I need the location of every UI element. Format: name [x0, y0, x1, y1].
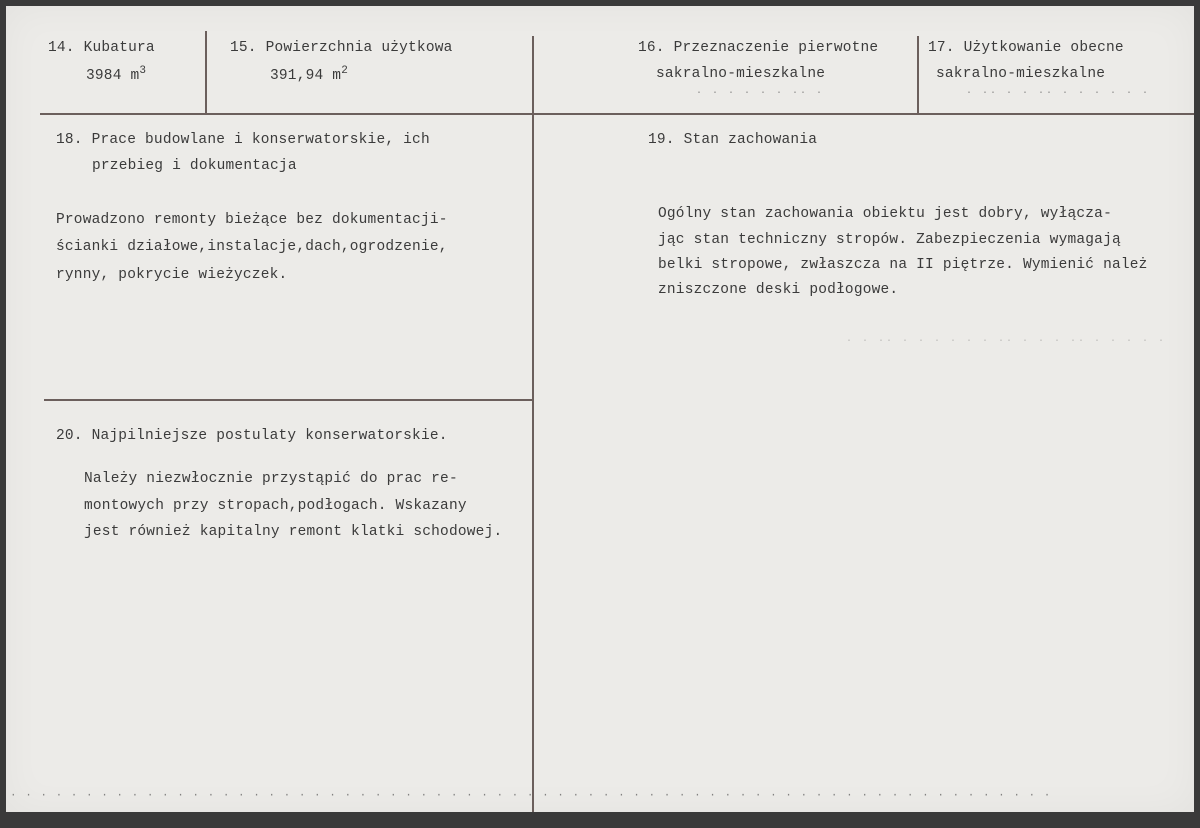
field-18-label-line-2: przebieg i dokumentacja: [92, 158, 297, 174]
field-14-exponent: 3: [139, 65, 147, 77]
field-18-label-line-1: 18. Prace budowlane i konserwatorskie, ich: [56, 132, 430, 148]
field-20-label: 20. Najpilniejsze postulaty konserwatorskie.: [56, 428, 448, 444]
faint-marks: · ·· · · ·· · · · · · ·: [966, 88, 1151, 99]
field-15-label: 15. Powierzchnia użytkowa: [230, 40, 453, 56]
field-19-text-line-1: Ogólny stan zachowania obiektu jest dobry, wyłącza-: [658, 206, 1112, 222]
field-18-text-line-1: Prowadzono remonty bieżące bez dokumentacji-: [56, 212, 448, 228]
field-14-number: 3984 m: [86, 68, 140, 84]
field-19-text-line-3: belki stropowe, zwłaszcza na II piętrze. Wymienić należ: [658, 257, 1148, 273]
field-17-value: sakralno-mieszkalne: [936, 66, 1106, 82]
divider-v-14-15: [205, 31, 207, 115]
faint-marks: · · · · · · ·· ·: [696, 88, 825, 99]
record-card: [6, 6, 1194, 812]
field-19-text-line-4: zniszczone deski podłogowe.: [658, 282, 899, 298]
field-19-label: 19. Stan zachowania: [648, 132, 818, 148]
field-15-value: [270, 65, 349, 84]
field-16-value: sakralno-mieszkalne: [656, 66, 826, 82]
divider-v-center: [532, 36, 534, 812]
field-18-text-line-3: rynny, pokrycie wieżyczek.: [56, 267, 288, 283]
field-15-exponent: 2: [341, 65, 349, 77]
field-15-number: 391,94 m: [270, 68, 342, 84]
field-18-text-line-2: ścianki działowe,instalacje,dach,ogrodzenie,: [56, 239, 448, 255]
field-19-text-line-2: jąc stan techniczny stropów. Zabezpieczenia wymagają: [658, 232, 1121, 248]
field-14-value: [86, 65, 147, 84]
divider-18-20: [44, 399, 532, 401]
field-20-text-line-2: montowych przy stropach,podłogach. Wskazany: [84, 498, 467, 514]
field-20-text-line-3: jest również kapitalny remont klatki schodowej.: [84, 524, 503, 540]
faint-marks: · · ·· · · · · · · ·· · · · ·· · · · · ·: [846, 336, 1167, 347]
divider-v-16-17: [917, 36, 919, 114]
field-20-text-line-1: Należy niezwłocznie przystąpić do prac re-: [84, 471, 458, 487]
divider-top-row: [40, 113, 1194, 115]
field-16-label: 16. Przeznaczenie pierwotne: [638, 40, 879, 56]
bleed-through-marks: · · · · · · · · · · · · · · · · · · · · · · · · · · · · · · · · · · · · · · · · · · · · · · · · · · · · · · · · · · · · · · · · · · · · ·: [10, 790, 1052, 802]
field-14-label: 14. Kubatura: [48, 40, 155, 56]
field-17-label: 17. Użytkowanie obecne: [928, 40, 1124, 56]
